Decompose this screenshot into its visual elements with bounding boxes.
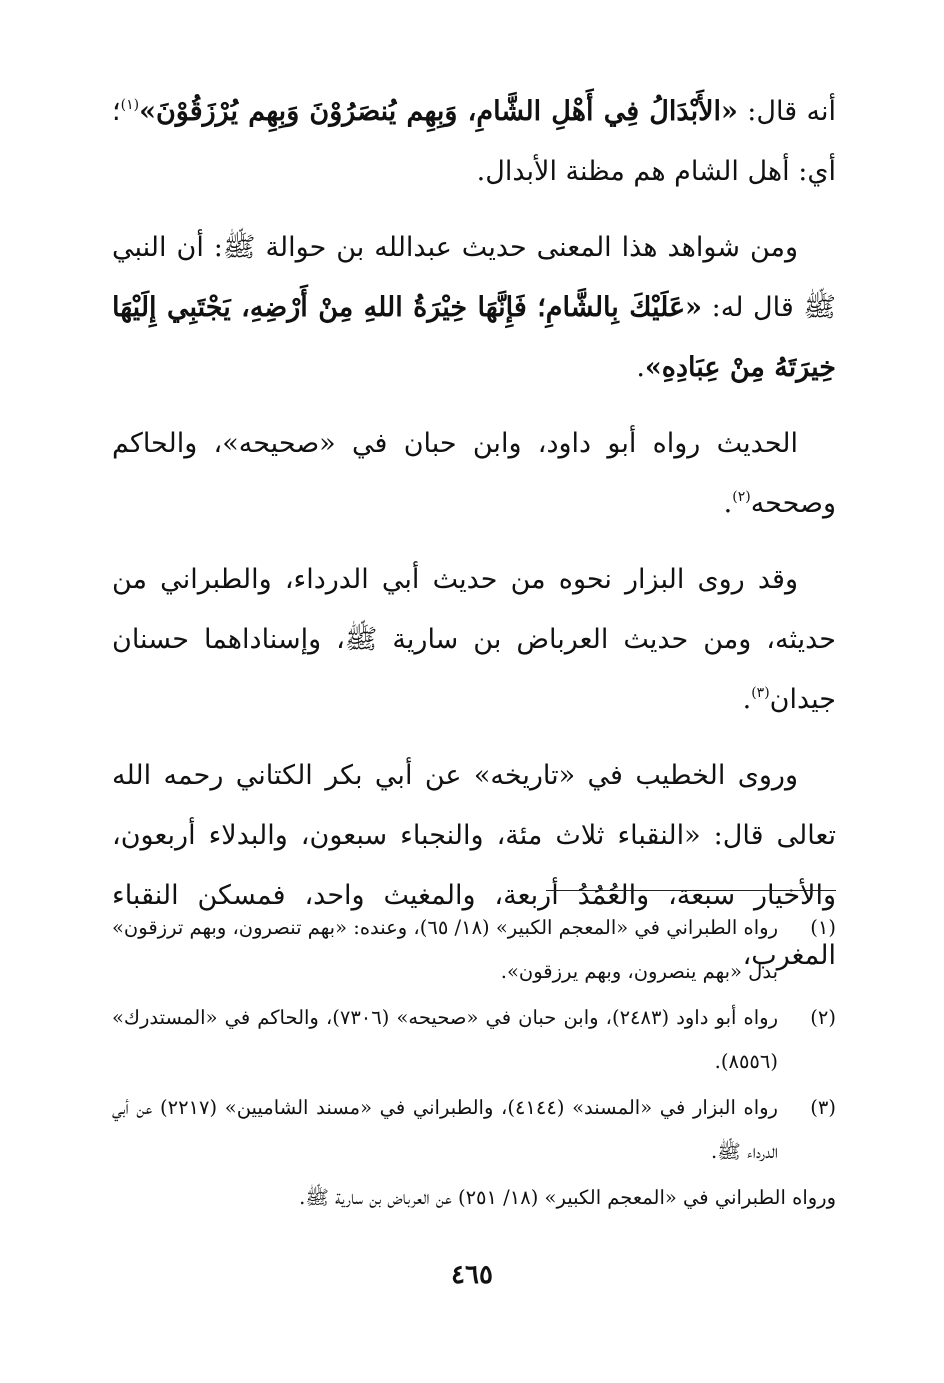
footnote-number: (٣) [810, 1096, 836, 1119]
footnotes [112, 906, 836, 1220]
footnote-text: رواه أبو داود (٢٤٨٣)، وابن حبان في «صحيحه» (٧٣٠٦)، والحاكم في «المستدرك» (٨٥٥٦). [112, 1006, 778, 1073]
footnote-ref[interactable]: (٢) [732, 489, 751, 505]
paragraph-3 [112, 414, 836, 534]
paragraph-text: . [636, 352, 645, 383]
paragraph-text: الحديث رواه أبو داود، وابن حبان في «صحيحه»، والحاكم وصححه [112, 428, 836, 519]
paragraph-text: أنه قال: [737, 96, 836, 127]
main-text [112, 82, 836, 1002]
paragraph-text: وروى الخطيب في «تاريخه» عن أبي بكر الكتاني رحمه الله تعالى قال: «النقباء ثلاث مئة، والنجباء سبعون، والبدلاء أربعون، والأخيار سبعة، والعُمُدُ أربعة، والمغيث واحد، فمسكن النقباء المغرب، [112, 760, 836, 971]
paragraph-1 [112, 82, 836, 202]
paragraph-4 [112, 550, 836, 730]
footnote-divider [546, 890, 836, 891]
paragraph-text: ؛ أي: أهل الشام هم مظنة الأبدال. [112, 96, 836, 187]
paragraph-text: وقد روى البزار نحوه من حديث أبي الدرداء، والطبراني من حديثه، ومن حديث العرباض بن سارية ﷺ، وإسناداهما حسنان جيدان [112, 564, 836, 715]
footnote-2 [112, 996, 836, 1084]
paragraph-text: . [742, 684, 752, 715]
footnote-number: (١) [810, 916, 836, 939]
hadith-quote: «الأَبْدَالُ فِي أَهْلِ الشَّامِ، وَبِهِم يُنصَرُوْنَ وَبِهِم يُرْزَقُوْنَ» [139, 96, 738, 127]
paragraph-2 [112, 218, 836, 398]
footnote-3 [112, 1086, 836, 1174]
footnote-ref[interactable]: (١) [120, 97, 140, 113]
paragraph-text: . [723, 488, 733, 519]
paragraph-text: ومن شواهد هذا المعنى حديث عبدالله بن حوالة ﷺ: أن النبي ﷺ قال له: [112, 232, 836, 323]
footnote-1 [112, 906, 836, 994]
footnote-text: رواه البزار في «المسند» (٤١٤٤)، والطبراني في «مسند الشاميين» (٢٢١٧) عن أبي الدرداء ﷺ. [112, 1096, 778, 1163]
page-number: ٤٦٥ [451, 1260, 493, 1290]
footnote-ref[interactable]: (٣) [751, 685, 770, 701]
footnote-text: رواه الطبراني في «المعجم الكبير» (١٨/ ٦٥)، وعنده: «بهم تنصرون، وبهم ترزقون» بدل «بهم ينصرون، وبهم يرزقون». [112, 916, 778, 983]
footnote-continuation: ورواه الطبراني في «المعجم الكبير» (١٨/ ٢٥١) عن العرباض بن سارية ﷺ. [299, 1186, 836, 1209]
footnote-number: (٢) [810, 1006, 836, 1029]
hadith-quote: «عَلَيْكَ بِالشَّامِ؛ فَإِنَّهَا خِيْرَةُ اللهِ مِنْ أَرْضِهِ، يَجْتَبِي إِلَيْهَا خِيرَتَهُ مِنْ عِبَادِهِ» [112, 292, 836, 383]
